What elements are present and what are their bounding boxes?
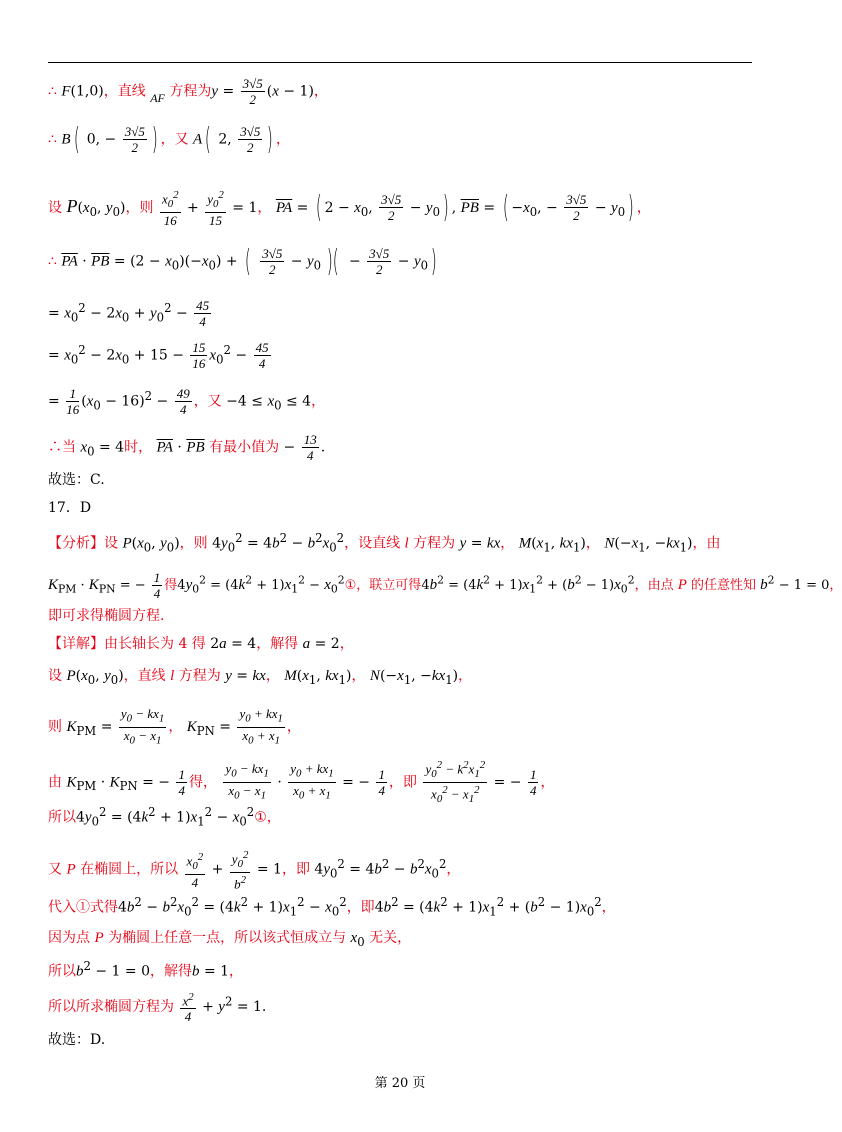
solution-line-8: ∴当 $x_0 = 4$时， $\overline{PA} \cdot \overline{PB}$ 有最小值为 − $\frac{13}{4}$ . xyxy=(48,432,326,463)
detail-line-4: 由 $K_{PM} \cdot K_{PN}$ = − $\frac{1}{4}$ 得， $\frac{y_0 - kx_1}{x_0 - x_1}$ · $\frac{y_0 + kx_1}{x_0 + x_1}$ = − $\frac{1}{4}$ ，即 $\frac{y_0^2 - k^2x_1^2}{x_0^2 - x_1^2}$ = − $\frac{1}{4}$ ， xyxy=(48,759,555,805)
detail-line-10: 所以所求椭圆方程为 $\frac{x^2}{4}$ + $y^2 = 1$. xyxy=(48,991,267,1025)
question-number: 17．D xyxy=(48,500,92,516)
solution-line-4: ∴ $\overline{PA} \cdot \overline{PB} = (2 - x_0)(-x_0)$ + ( $\frac{3√5}{2}$ − $y_0$ )( − $\frac{3√5}{2}$ − $y_0$) xyxy=(48,243,437,279)
detail-line-9: 所以$b^2 - 1 = 0$，解得b = 1， xyxy=(48,959,244,980)
page-footer: 第 20 页 xyxy=(374,1076,426,1091)
solution-line-1: ∴ F(1,0)，直线 AF 方程为y = $\frac{3√5}{2}$ (x − 1)， xyxy=(48,76,328,107)
analysis-line-2: $K_{PM} \cdot K_{PN}$ = − $\frac{1}{4}$ 得$4y_0^2 = (4k^2 + 1)x_1^2$ − $x_0^2①$，联立可得$4b^2 = (4k^2 + 1)x_1^2 + (b^2 - 1)x_0^2$，由点 P 的任意性知 $b^2 - 1 = 0$， xyxy=(48,570,842,601)
answer-line-d: 故选：D. xyxy=(48,1032,106,1048)
solution-line-7: = $\frac{1}{16}$ $(x_0 - 16)^2$ − $\frac{49}{4}$ ，又 $-4 \le x_0 \le 4$， xyxy=(48,386,326,418)
detail-line-5: 所以$4y_0^2 = (4k^2 + 1)x_1^2$ − $x_0^2①$， xyxy=(48,805,281,829)
solution-line-2: ∴ B( 0, − $\frac{3√5}{2}$ ) ，又 A( 2, $\frac{3√5}{2}$ ) ， xyxy=(48,121,291,157)
detail-line-7: 代入①式得$4b^2 - b^2x_0^2 = (4k^2 + 1)x_1^2 - x_0^2$，即$4b^2 = (4k^2 + 1)x_1^2 + (b^2 - 1)x_0^2$， xyxy=(48,895,616,919)
detail-line-1: 【详解】由长轴长为 4 得 2a = 4，解得 a = 2， xyxy=(48,636,354,652)
header-rule xyxy=(48,62,752,63)
solution-line-6: = $x_0^2 - 2x_0 + 15$ − $\frac{15}{16}$ $x_0^2$ − $\frac{45}{4}$ xyxy=(48,340,269,372)
detail-line-2: 设 $P(x_0$, $y_0$)，直线 l 方程为 y = kx， $M(x_1$, $kx_1$)， $N(-x_1$, $-kx_1$)， xyxy=(48,668,473,687)
detail-line-6: 又 P 在椭圆上，所以 $\frac{x_0^2}{4}$ + $\frac{y_0^2}{b^2}$ = 1，即 $4y_0^2 = 4b^2 - b^2x_0^2$， xyxy=(48,849,461,892)
answer-line-c: 故选：C. xyxy=(48,472,105,488)
analysis-line-3: 即可求得椭圆方程. xyxy=(48,608,165,624)
analysis-line-1: 【分析】设 $P(x_0$, $y_0$)，则 $4y_0^2 = 4b^2 - b^2x_0^2$，设直线 l 方程为 y = kx， $M(x_1$, $kx_1$)， $N(-x_1$, $-kx_1$)，由 xyxy=(48,531,721,555)
detail-line-3: 则 $K_{PM}$ = $\frac{y_0 - kx_1}{x_0 - x_1}$ ， $K_{PN}$ = $\frac{y_0 + kx_1}{x_0 + x_1}$ ， xyxy=(48,706,301,747)
detail-line-8: 因为点 P 为椭圆上任意一点，所以该式恒成立与 $x_0$ 无关， xyxy=(48,930,412,949)
solution-line-3: 设 $P(x_0$, $y_0$)，则 $\frac{x_0^2}{16}$ + $\frac{y_0^2}{15}$ = 1， $\overline{PA}$ = ( $2 - x_0$, $\frac{3√5}{2}$ − $y_0$) , $\overline{PB}$ = ( $-x_0$, − $\frac{3√5}{2}$ − $y_0$) ， xyxy=(48,189,651,228)
solution-line-5: = $x_0^2 - 2x_0 + y_0^2$ − $\frac{45}{4}$ xyxy=(48,298,210,330)
